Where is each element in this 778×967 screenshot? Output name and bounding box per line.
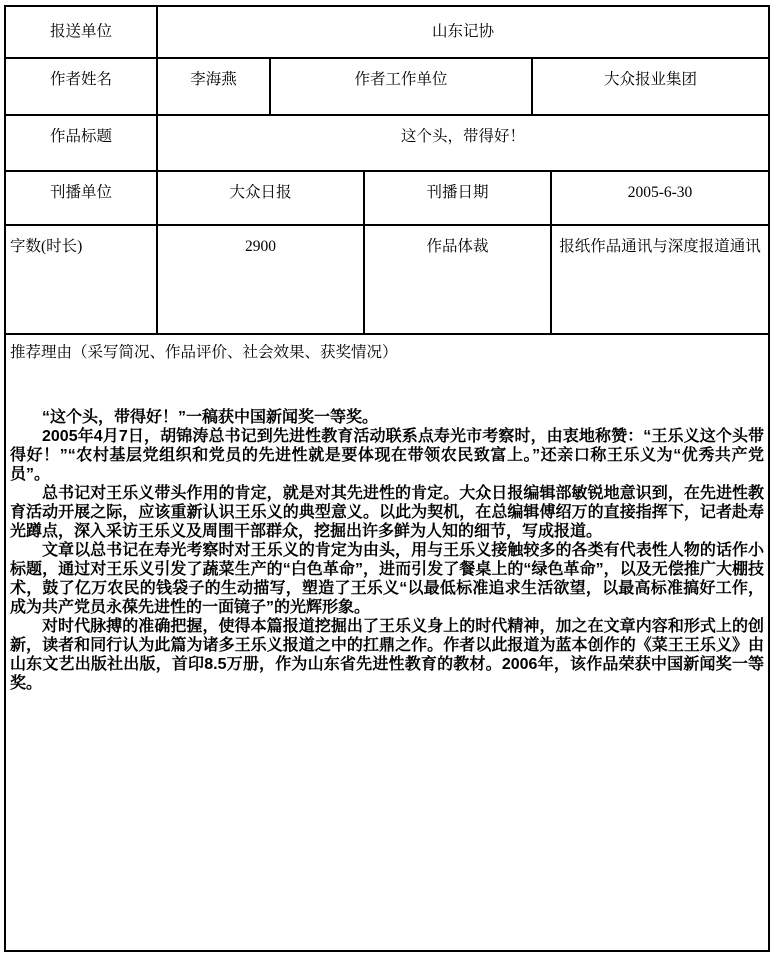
- award-recommendation-form: [4, 5, 770, 952]
- field-value-author-name: 李海燕: [157, 58, 270, 115]
- field-label-publish-date: 刊播日期: [364, 171, 551, 225]
- row-publication: [5, 171, 769, 225]
- recommendation-paragraph: “这个头，带得好！”一稿获中国新闻奖一等奖。: [42, 408, 379, 426]
- recommendation-paragraph: 总书记对王乐义带头作用的肯定，就是对其先进性的肯定。大众日报编辑部敏锐地意识到，在先进性教育活动开展之际，应该重新认识王乐义的典型意义。以此为契机，在总编辑傅绍万的直接指挥下，记者赴寿光蹲点，深入采访王乐义及周围干部群众，挖掘出许多鲜为人知的细节，写成报道。: [10, 484, 765, 540]
- field-label-work-title: 作品标题: [5, 115, 157, 171]
- field-label-author-workunit: 作者工作单位: [270, 58, 532, 115]
- field-label-genre: 作品体裁: [364, 225, 551, 334]
- recommendation-paragraph: 2005年4月7日，胡锦涛总书记到先进性教育活动联系点寿光市考察时，由衷地称赞：“王乐义这个头带得好！”“农村基层党组织和党员的先进性就是要体现在带领农民致富上。”还亲口称王乐义为“优秀共产党员”。: [10, 427, 765, 483]
- recommendation-paragraph: 文章以总书记在寿光考察时对王乐义的肯定为由头，用与王乐义接触较多的各类有代表性人物的话作小标题，通过对王乐义引发了蔬菜生产的“白色革命”，进而引发了餐桌上的“绿色革命”，以及无偿推广大棚技术，鼓了亿万农民的钱袋子的生动描写，塑造了王乐义“以最低标准追求生活欲望，以最高标准搞好工作，成为共产党员永葆先进性的一面镜子”的光辉形象。: [10, 541, 765, 616]
- row-submitting-unit: [5, 6, 769, 58]
- row-author: [5, 58, 769, 115]
- recommendation-paragraph: 对时代脉搏的准确把握，使得本篇报道挖掘出了王乐义身上的时代精神，加之在文章内容和形式上的创新，读者和同行认为此篇为诸多王乐义报道之中的扛鼎之作。作者以此报道为蓝本创作的《菜王王乐义》由山东文艺出版社出版，首印8.5万册，作为山东省先进性教育的教材。2006年，该作品荣获中国新闻奖一等奖。: [10, 617, 765, 692]
- field-label-author-name: 作者姓名: [5, 58, 157, 115]
- field-label-publish-unit: 刊播单位: [5, 171, 157, 225]
- row-recommendation: [5, 334, 769, 951]
- row-work-title: [5, 115, 769, 171]
- field-value-genre: 报纸作品通讯与深度报道通讯: [551, 225, 769, 334]
- field-value-submitting-unit: 山东记协: [157, 6, 769, 58]
- field-value-publish-unit: 大众日报: [157, 171, 364, 225]
- recommendation-header: 推荐理由（采写简况、作品评价、社会效果、获奖情况）: [10, 344, 398, 361]
- field-value-publish-date: 2005-6-30: [551, 171, 769, 225]
- recommendation-body: [10, 408, 764, 693]
- field-label-submitting-unit: 报送单位: [5, 6, 157, 58]
- field-value-word-count: 2900: [157, 225, 364, 334]
- row-wordcount-genre: [5, 225, 769, 334]
- field-value-work-title: 这个头，带得好！: [157, 115, 769, 171]
- recommendation-cell: [5, 334, 769, 951]
- field-value-author-workunit: 大众报业集团: [532, 58, 769, 115]
- field-label-word-count: 字数(时长): [5, 225, 157, 334]
